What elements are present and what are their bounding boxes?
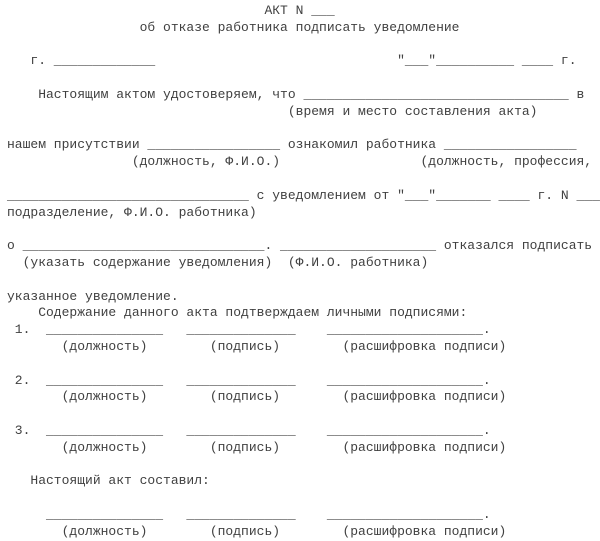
line-city-and-date: г. _____________ "___"__________ ____ г. (7, 53, 577, 69)
line-composed-by: Настоящий акт составил: (7, 473, 210, 489)
line-title: АКТ N ___ (7, 3, 335, 18)
line-spacer-6 (7, 272, 600, 289)
line-signatory-3-blanks: 3. _______________ ______________ ____________________. (7, 422, 491, 438)
line-signatures-intro: Содержание данного акта подтверждаем личными подписями: (7, 305, 468, 321)
line-notification: _______________________________ с уведомлением от "___"_______ ____ г. N ___ (7, 187, 600, 203)
line-spacer-5 (7, 221, 600, 238)
line-notice-continuation: указанное уведомление. (7, 288, 179, 304)
line-spacer-2 (7, 70, 600, 87)
line-composer-captions: (должность) (подпись) (расшифровка подписи) (7, 523, 507, 539)
line-certify-statement: Настоящим актом удостоверяем, что __________________________________ в (7, 86, 585, 102)
line-signatory-2-blanks: 2. _______________ ______________ ____________________. (7, 372, 491, 388)
line-signatory-2-captions: (должность) (подпись) (расшифровка подписи) (7, 389, 507, 405)
line-signatory-1-blanks: 1. _______________ ______________ ____________________. (7, 322, 491, 338)
line-signatory-1-captions: (должность) (подпись) (расшифровка подписи) (7, 338, 507, 354)
line-presence: нашем присутствии _________________ ознакомил работника _________________ (7, 137, 577, 153)
line-spacer-9 (7, 457, 600, 474)
line-caption-content-fio: (указать содержание уведомления) (Ф.И.О. работника) (7, 254, 429, 270)
line-signatory-3-captions: (должность) (подпись) (расшифровка подписи) (7, 439, 507, 455)
line-spacer-7 (7, 356, 600, 373)
line-caption-department: подразделение, Ф.И.О. работника) (7, 204, 257, 220)
line-refusal: о _______________________________. ____________________ отказался подписать (7, 238, 593, 254)
line-caption-time-place: (время и место составления акта) (7, 103, 538, 119)
line-spacer-10 (7, 490, 600, 507)
line-spacer-8 (7, 406, 600, 423)
line-caption-position-fio: (должность, Ф.И.О.) (должность, профессия, (7, 154, 593, 170)
line-subtitle: об отказе работника подписать уведомление (7, 19, 460, 35)
line-composer-blanks: _______________ ______________ ____________________. (7, 506, 491, 522)
line-spacer-3 (7, 121, 600, 138)
line-spacer-1 (7, 37, 600, 54)
line-spacer-4 (7, 171, 600, 188)
